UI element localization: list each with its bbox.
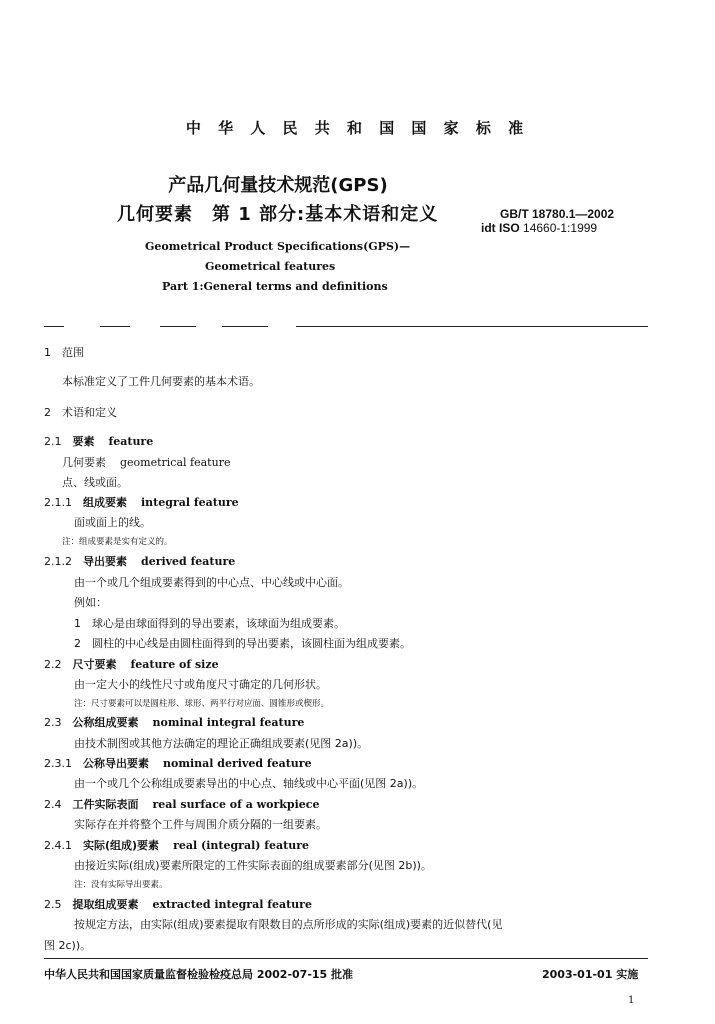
section-heading-scope xyxy=(44,344,84,360)
standard-number-block xyxy=(481,207,615,235)
approval-statement: 中华人民共和国国家质量监督检验检疫总局 2002-07-15 批准 xyxy=(44,968,354,981)
section-number: 2 xyxy=(44,406,51,419)
section-heading-terms xyxy=(44,404,117,420)
term-number: 2.3 xyxy=(44,716,62,729)
term-english: nominal derived feature xyxy=(163,757,312,770)
term-chinese: 提取组成要素 xyxy=(72,898,139,911)
header-divider-segment xyxy=(44,326,64,327)
english-title-line3: Part 1:General terms and definitions xyxy=(162,280,388,293)
term-2-1-2 xyxy=(44,553,235,569)
example-number: 1 xyxy=(74,617,81,630)
term-2-4-1 xyxy=(44,837,309,853)
term-2-2-note: 注：尺寸要素可以是圆柱形、球形、两平行对应面、圆锥形或楔形。 xyxy=(74,699,330,709)
term-2-1-2-definition: 由一个或几个组成要素得到的中心点、中心线或中心面。 xyxy=(74,576,349,589)
term-number: 2.1.1 xyxy=(44,496,72,509)
term-2-4-1-definition: 由接近实际(组成)要素所限定的工件实际表面的组成要素部分(见图 2b))。 xyxy=(74,859,432,872)
english-title-line2: Geometrical features xyxy=(205,260,336,273)
header-divider-segment xyxy=(160,326,196,327)
term-2-3-1-definition: 由一个或几个公称组成要素导出的中心点、轴线或中心平面(见图 2a))。 xyxy=(74,777,424,790)
term-english: nominal integral feature xyxy=(152,716,305,729)
term-2-3 xyxy=(44,714,304,730)
term-english: extracted integral feature xyxy=(152,898,312,911)
header-divider-segment xyxy=(222,326,268,327)
term-english: real surface of a workpiece xyxy=(152,798,320,811)
example-number: 2 xyxy=(74,637,81,650)
scope-text: 本标准定义了工件几何要素的基本术语。 xyxy=(62,375,260,388)
standard-number: GB/T 18780.1—2002 xyxy=(500,207,615,221)
term-chinese: 组成要素 xyxy=(83,496,127,509)
term-2-1-2-example-label: 例如： xyxy=(74,596,107,609)
term-chinese: 尺寸要素 xyxy=(72,658,117,671)
term-number: 2.3.1 xyxy=(44,757,72,770)
term-number: 2.1 xyxy=(44,435,62,448)
term-chinese: 要素 xyxy=(72,435,95,448)
example-text: 球心是由球面得到的导出要素，该球面为组成要素。 xyxy=(92,617,345,630)
term-number: 2.1.2 xyxy=(44,555,72,568)
footer-divider xyxy=(44,958,648,959)
term-2-3-definition: 由技术制图或其他方法确定的理论正确组成要素(见图 2a))。 xyxy=(74,737,369,750)
term-chinese: 实际(组成)要素 xyxy=(83,839,160,852)
term-chinese: 工件实际表面 xyxy=(72,798,139,811)
term-english: derived feature xyxy=(141,555,236,568)
term-2-1-1 xyxy=(44,494,239,510)
term-chinese: 公称导出要素 xyxy=(83,757,149,770)
synonym-chinese: 几何要素 xyxy=(62,456,106,469)
chinese-title-line2: 几何要素 第 1 部分:基本术语和定义 xyxy=(117,204,439,225)
section-number: 1 xyxy=(44,346,51,359)
header-divider-segment xyxy=(100,326,130,327)
section-title: 范围 xyxy=(62,346,84,359)
national-standard-heading: 中 华 人 民 共 和 国 国 家 标 准 xyxy=(185,119,530,137)
chinese-title-line1: 产品几何量技术规范(GPS) xyxy=(168,175,388,196)
term-2-4-1-note: 注：没有实际导出要素。 xyxy=(74,880,168,890)
term-2-1 xyxy=(44,433,153,449)
term-2-1-2-example-2 xyxy=(74,635,411,651)
term-english: feature of size xyxy=(130,658,219,671)
page-number: 1 xyxy=(628,995,635,1006)
section-title: 术语和定义 xyxy=(62,406,117,419)
term-2-3-1 xyxy=(44,755,312,771)
term-2-4 xyxy=(44,796,319,812)
term-english: integral feature xyxy=(141,496,239,509)
synonym-english: geometrical feature xyxy=(120,456,231,469)
term-chinese: 导出要素 xyxy=(83,555,127,568)
term-2-5-definition-line2: 图 2c))。 xyxy=(44,939,92,952)
implementation-date: 2003-01-01 实施 xyxy=(542,968,639,981)
term-2-5 xyxy=(44,896,312,912)
term-2-1-definition: 点、线或面。 xyxy=(62,476,128,489)
term-number: 2.2 xyxy=(44,658,62,671)
idt-number: 14660-1:1999 xyxy=(523,221,598,235)
term-2-4-definition: 实际存在并将整个工件与周围介质分隔的一组要素。 xyxy=(74,818,327,831)
term-english: feature xyxy=(108,435,154,448)
term-2-1-1-definition: 面或面上的线。 xyxy=(74,516,151,529)
term-english: real (integral) feature xyxy=(173,839,310,852)
term-number: 2.4.1 xyxy=(44,839,72,852)
term-2-5-definition-line1: 按规定方法，由实际(组成)要素提取有限数目的点所形成的实际(组成)要素的近似替代(见 xyxy=(74,918,503,931)
term-2-1-2-example-1 xyxy=(74,615,345,631)
example-text: 圆柱的中心线是由圆柱面得到的导出要素，该圆柱面为组成要素。 xyxy=(92,637,411,650)
idt-label: idt ISO xyxy=(481,221,520,235)
term-chinese: 公称组成要素 xyxy=(72,716,139,729)
term-2-2 xyxy=(44,656,219,672)
term-2-2-definition: 由一定大小的线性尺寸或角度尺寸确定的几何形状。 xyxy=(74,678,327,691)
term-number: 2.4 xyxy=(44,798,62,811)
english-title-line1: Geometrical Product Specifications(GPS)— xyxy=(145,240,411,253)
term-2-1-1-note: 注：组成要素是实有定义的。 xyxy=(62,537,173,547)
term-2-1-synonym xyxy=(62,454,230,470)
header-divider-segment xyxy=(296,326,648,327)
term-number: 2.5 xyxy=(44,898,62,911)
